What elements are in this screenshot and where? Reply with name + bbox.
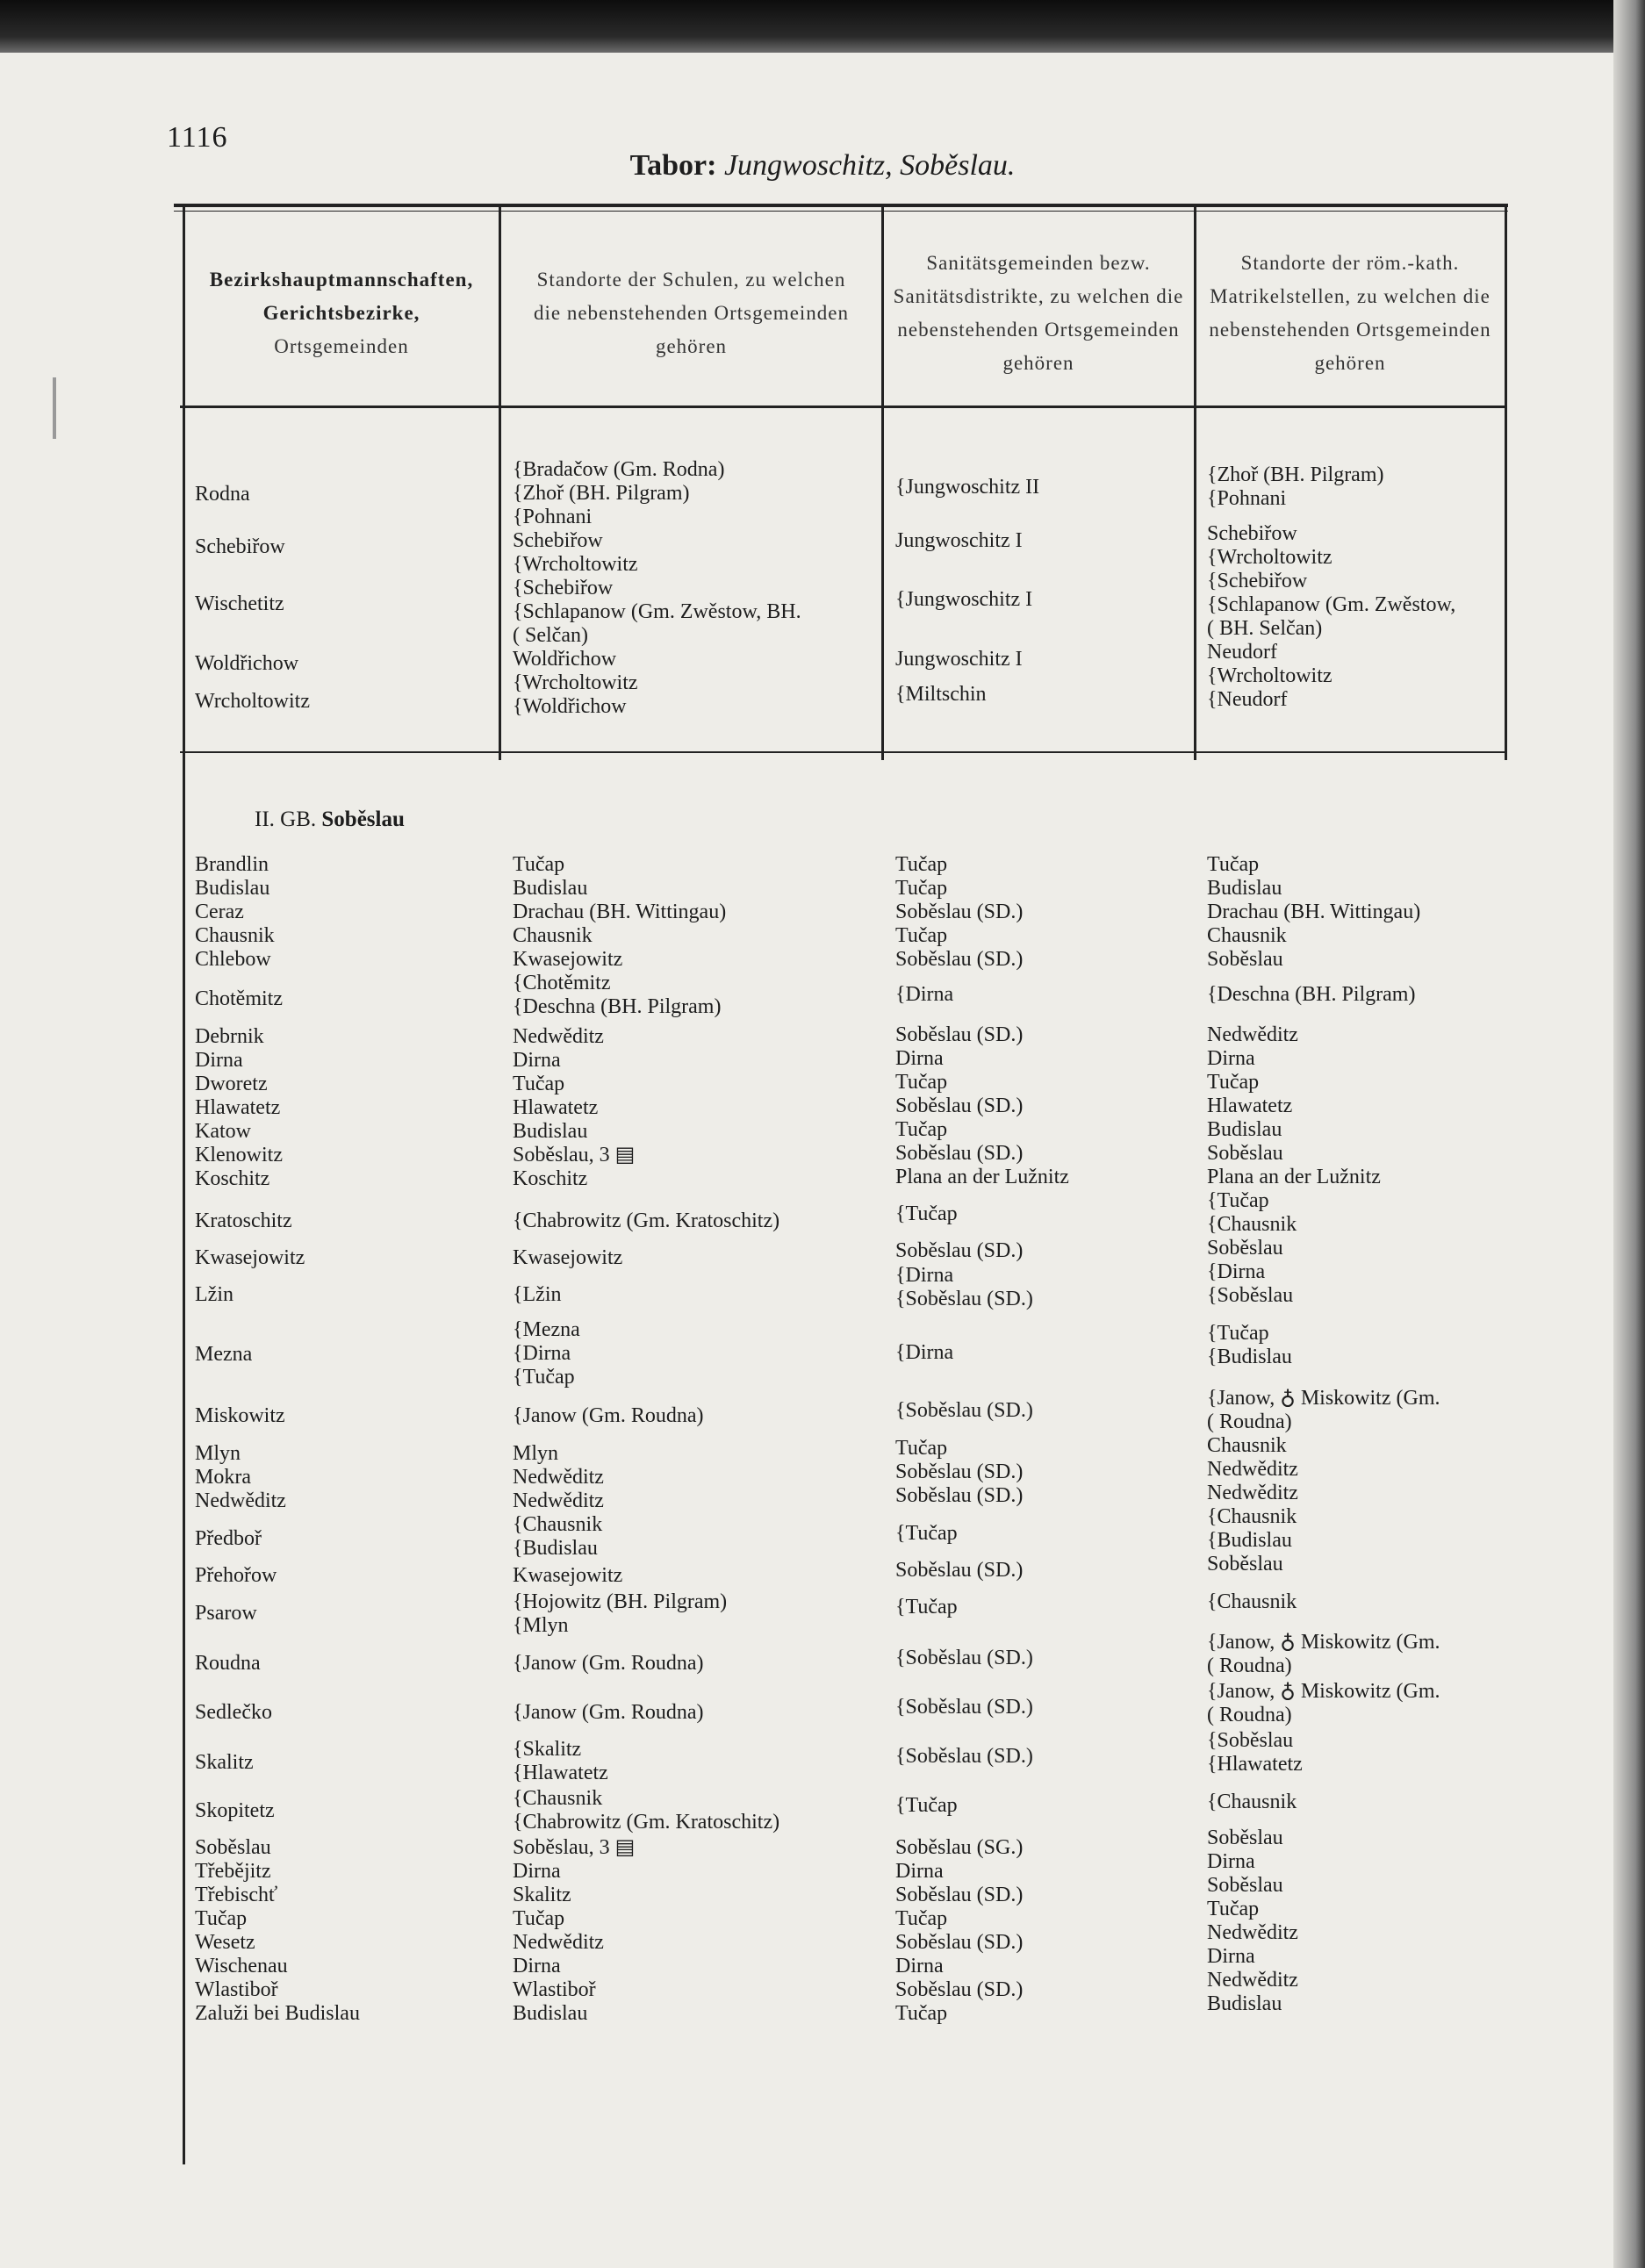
school-entry: {Mezna bbox=[513, 1318, 580, 1341]
scan-mark bbox=[53, 377, 56, 439]
sanitary-entry: Tučap bbox=[895, 853, 948, 876]
municipality-entry: Schebiřow bbox=[195, 535, 285, 558]
sanitary-entry: {Soběslau (SD.) bbox=[895, 1647, 1033, 1669]
parish-entry: {Tučap bbox=[1207, 1322, 1269, 1345]
parish-entry: Budislau bbox=[1207, 1992, 1282, 2015]
parish-entry: Soběslau bbox=[1207, 1827, 1283, 1849]
municipality-entry: Přehořow bbox=[195, 1564, 277, 1587]
parish-entry: {Schlapanow (Gm. Zwěstow, bbox=[1207, 593, 1456, 616]
school-entry: Kwasejowitz bbox=[513, 1246, 623, 1269]
parish-entry: Chausnik bbox=[1207, 924, 1287, 947]
header-col1-line3: Ortsgemeinden bbox=[274, 335, 409, 357]
school-entry: {Zhoř (BH. Pilgram) bbox=[513, 482, 690, 505]
school-entry: Koschitz bbox=[513, 1167, 588, 1190]
municipality-entry: Budislau bbox=[195, 877, 270, 900]
sanitary-entry: Soběslau (SD.) bbox=[895, 1559, 1024, 1582]
sanitary-entry: {Jungwoschitz I bbox=[895, 588, 1033, 611]
school-entry: Skalitz bbox=[513, 1884, 571, 1906]
sanitary-entry: Jungwoschitz I bbox=[895, 648, 1023, 671]
parish-entry: {Zhoř (BH. Pilgram) bbox=[1207, 463, 1384, 486]
table-top-rule-thin bbox=[174, 211, 1508, 212]
sanitary-entry: {Soběslau (SD.) bbox=[895, 1399, 1033, 1422]
municipality-entry: Rodna bbox=[195, 483, 250, 506]
parish-entry: Plana an der Lužnitz bbox=[1207, 1166, 1381, 1188]
parish-entry: {Chausnik bbox=[1207, 1213, 1297, 1236]
parish-entry: Dirna bbox=[1207, 1047, 1255, 1070]
school-entry: Hlawatetz bbox=[513, 1096, 599, 1119]
municipality-entry: Wischetitz bbox=[195, 592, 284, 615]
municipality-entry: Zaluži bei Budislau bbox=[195, 2002, 360, 2025]
school-entry: Soběslau, 3 ▤ bbox=[513, 1836, 636, 1859]
municipality-entry: Ceraz bbox=[195, 901, 244, 923]
scan-border-top bbox=[0, 0, 1645, 53]
municipality-entry: Mlyn bbox=[195, 1442, 241, 1465]
header-parish-registers: Standorte der röm.-kath. Matrikelstellen, zu welchen die nebenstehenden Ortsgemeinden gehören bbox=[1209, 252, 1491, 374]
school-entry: Nedwěditz bbox=[513, 1931, 604, 1954]
column-divider bbox=[1194, 207, 1196, 760]
sanitary-entry: Soběslau (SD.) bbox=[895, 901, 1024, 923]
parish-entry: Schebiřow bbox=[1207, 522, 1297, 545]
parish-entry: {Janow, ♁ Miskowitz (Gm. bbox=[1207, 1387, 1440, 1410]
section-a-bottom-rule bbox=[180, 751, 1505, 753]
parish-entry: Dirna bbox=[1207, 1850, 1255, 1873]
sanitary-entry: Soběslau (SG.) bbox=[895, 1836, 1024, 1859]
column-divider bbox=[881, 207, 884, 760]
sanitary-entry: Tučap bbox=[895, 1437, 948, 1460]
school-entry: {Bradačow (Gm. Rodna) bbox=[513, 458, 725, 481]
municipality-entry: Tučap bbox=[195, 1907, 248, 1930]
municipality-entry: Mokra bbox=[195, 1466, 251, 1489]
municipality-entry: Chausnik bbox=[195, 924, 275, 947]
school-entry: {Hojowitz (BH. Pilgram) bbox=[513, 1590, 728, 1613]
sanitary-entry: Soběslau (SD.) bbox=[895, 948, 1024, 971]
parish-entry: Dirna bbox=[1207, 1945, 1255, 1968]
sanitary-entry: Tučap bbox=[895, 1118, 948, 1141]
parish-entry: {Schebiřow bbox=[1207, 570, 1308, 592]
parish-entry: Nedwěditz bbox=[1207, 1023, 1298, 1046]
sanitary-entry: {Dirna bbox=[895, 1264, 954, 1287]
school-entry: ( Selčan) bbox=[513, 624, 588, 647]
municipality-entry: Kwasejowitz bbox=[195, 1246, 305, 1269]
municipality-entry: Wrcholtowitz bbox=[195, 690, 310, 713]
school-entry: Drachau (BH. Wittingau) bbox=[513, 901, 727, 923]
column-divider bbox=[1505, 207, 1507, 760]
school-entry: Mlyn bbox=[513, 1442, 559, 1465]
sanitary-entry: Soběslau (SD.) bbox=[895, 1978, 1024, 2001]
school-entry: {Chabrowitz (Gm. Kratoschitz) bbox=[513, 1209, 780, 1232]
sanitary-entry: {Tučap bbox=[895, 1596, 958, 1618]
parish-entry: {Janow, ♁ Miskowitz (Gm. bbox=[1207, 1680, 1440, 1703]
sanitary-entry: Soběslau (SD.) bbox=[895, 1023, 1024, 1046]
parish-entry: Nedwěditz bbox=[1207, 1482, 1298, 1504]
school-entry: {Wrcholtowitz bbox=[513, 671, 638, 694]
scan-border-right bbox=[1613, 0, 1645, 2268]
municipality-entry: Woldřichow bbox=[195, 652, 299, 675]
school-entry: {Janow (Gm. Roudna) bbox=[513, 1652, 704, 1675]
school-entry: {Lžin bbox=[513, 1283, 562, 1306]
sanitary-entry: Tučap bbox=[895, 877, 948, 900]
municipality-entry: Mezna bbox=[195, 1343, 253, 1366]
municipality-entry: Předboř bbox=[195, 1527, 262, 1550]
page-title bbox=[0, 149, 1645, 183]
school-entry: Tučap bbox=[513, 1907, 565, 1930]
school-entry: Dirna bbox=[513, 1860, 561, 1883]
parish-entry: {Deschna (BH. Pilgram) bbox=[1207, 983, 1416, 1006]
parish-entry: {Dirna bbox=[1207, 1260, 1266, 1283]
parish-entry: Nedwěditz bbox=[1207, 1458, 1298, 1481]
school-entry: Budislau bbox=[513, 877, 588, 900]
sanitary-entry: Soběslau (SD.) bbox=[895, 1095, 1024, 1117]
sanitary-entry: Soběslau (SD.) bbox=[895, 1142, 1024, 1165]
sanitary-entry: {Tučap bbox=[895, 1522, 958, 1545]
municipality-entry: Klenowitz bbox=[195, 1144, 283, 1166]
school-entry: Wlastiboř bbox=[513, 1978, 596, 2001]
school-entry: Dirna bbox=[513, 1955, 561, 1977]
parish-entry: Tučap bbox=[1207, 1898, 1260, 1920]
municipality-entry: Katow bbox=[195, 1120, 251, 1143]
municipality-entry: Sedlečko bbox=[195, 1701, 272, 1724]
sanitary-entry: {Dirna bbox=[895, 983, 954, 1006]
municipality-entry: Wlastiboř bbox=[195, 1978, 278, 2001]
parish-entry: {Pohnani bbox=[1207, 487, 1287, 510]
sanitary-entry: Tučap bbox=[895, 924, 948, 947]
parish-entry: Tučap bbox=[1207, 853, 1260, 876]
parish-entry: {Soběslau bbox=[1207, 1729, 1294, 1752]
school-entry: Budislau bbox=[513, 1120, 588, 1143]
school-entry: {Pohnani bbox=[513, 506, 593, 528]
sanitary-entry: Jungwoschitz I bbox=[895, 529, 1023, 552]
school-entry: {Budislau bbox=[513, 1537, 598, 1560]
school-entry: Nedwěditz bbox=[513, 1466, 604, 1489]
municipality-entry: Koschitz bbox=[195, 1167, 270, 1190]
parish-entry: {Budislau bbox=[1207, 1346, 1292, 1368]
parish-entry: ( Roudna) bbox=[1207, 1654, 1292, 1677]
sanitary-entry: Dirna bbox=[895, 1047, 944, 1070]
school-entry: Kwasejowitz bbox=[513, 948, 623, 971]
sanitary-entry: {Soběslau (SD.) bbox=[895, 1696, 1033, 1719]
section-heading bbox=[255, 807, 405, 832]
school-entry: {Mlyn bbox=[513, 1614, 569, 1637]
school-entry: Dirna bbox=[513, 1049, 561, 1072]
sanitary-entry: Tučap bbox=[895, 1907, 948, 1930]
school-entry: Tučap bbox=[513, 1073, 565, 1095]
school-entry: {Chausnik bbox=[513, 1787, 603, 1810]
municipality-entry: Třebějitz bbox=[195, 1860, 271, 1883]
header-bottom-rule bbox=[180, 406, 1505, 408]
school-entry: {Deschna (BH. Pilgram) bbox=[513, 995, 722, 1018]
section-heading-name: Soběslau bbox=[321, 807, 405, 831]
parish-entry: {Janow, ♁ Miskowitz (Gm. bbox=[1207, 1631, 1440, 1654]
municipality-entry: Dworetz bbox=[195, 1073, 268, 1095]
municipality-entry: Chotěmitz bbox=[195, 987, 283, 1010]
header-col1-line1: Bezirkshauptmannschaften, bbox=[209, 269, 474, 291]
page-title-places: Jungwoschitz, Soběslau. bbox=[716, 149, 1016, 182]
parish-entry: Budislau bbox=[1207, 1118, 1282, 1141]
sanitary-entry: {Dirna bbox=[895, 1341, 954, 1364]
sanitary-entry: Soběslau (SD.) bbox=[895, 1461, 1024, 1483]
municipality-entry: Nedwěditz bbox=[195, 1489, 286, 1512]
school-entry: {Dirna bbox=[513, 1342, 571, 1365]
municipality-entry: Debrnik bbox=[195, 1025, 264, 1048]
header-municipalities bbox=[186, 221, 497, 406]
school-entry: Nedwěditz bbox=[513, 1489, 604, 1512]
sanitary-entry: {Tučap bbox=[895, 1794, 958, 1817]
parish-entry: {Neudorf bbox=[1207, 688, 1288, 711]
parish-entry: {Budislau bbox=[1207, 1529, 1292, 1552]
school-entry: {Hlawatetz bbox=[513, 1762, 608, 1784]
parish-entry: {Chausnik bbox=[1207, 1791, 1297, 1813]
school-entry: Soběslau, 3 ▤ bbox=[513, 1144, 636, 1166]
municipality-entry: Roudna bbox=[195, 1652, 261, 1675]
municipality-entry: Brandlin bbox=[195, 853, 269, 876]
sanitary-entry: Tučap bbox=[895, 2002, 948, 2025]
school-entry: {Skalitz bbox=[513, 1738, 582, 1761]
parish-entry: Soběslau bbox=[1207, 1553, 1283, 1575]
parish-entry: Tučap bbox=[1207, 1071, 1260, 1094]
table-top-rule bbox=[174, 204, 1508, 207]
parish-entry: Budislau bbox=[1207, 877, 1282, 900]
school-entry: {Chausnik bbox=[513, 1513, 603, 1536]
school-entry: Nedwěditz bbox=[513, 1025, 604, 1048]
parish-entry: Nedwěditz bbox=[1207, 1969, 1298, 1992]
header-schools: Standorte der Schulen, zu welchen die nebenstehenden Ortsgemeinden gehören bbox=[534, 269, 849, 357]
parish-entry: Hlawatetz bbox=[1207, 1095, 1293, 1117]
school-entry: Woldřichow bbox=[513, 648, 617, 671]
school-entry: {Woldřichow bbox=[513, 695, 627, 718]
sanitary-entry: {Jungwoschitz II bbox=[895, 476, 1040, 499]
school-entry: {Chotěmitz bbox=[513, 972, 611, 994]
parish-entry: Neudorf bbox=[1207, 641, 1277, 664]
parish-entry: ( Roudna) bbox=[1207, 1410, 1292, 1433]
sanitary-entry: Plana an der Lužnitz bbox=[895, 1166, 1069, 1188]
sanitary-entry: Soběslau (SD.) bbox=[895, 1884, 1024, 1906]
sanitary-entry: Soběslau (SD.) bbox=[895, 1484, 1024, 1507]
municipality-entry: Dirna bbox=[195, 1049, 243, 1072]
sanitary-entry: {Soběslau (SD.) bbox=[895, 1288, 1033, 1310]
parish-entry: ( BH. Selčan) bbox=[1207, 617, 1323, 640]
municipality-entry: Lžin bbox=[195, 1283, 233, 1306]
school-entry: {Janow (Gm. Roudna) bbox=[513, 1701, 704, 1724]
parish-entry: Drachau (BH. Wittingau) bbox=[1207, 901, 1421, 923]
column-divider bbox=[183, 207, 185, 2164]
school-entry: {Tučap bbox=[513, 1366, 575, 1389]
municipality-entry: Hlawatetz bbox=[195, 1096, 281, 1119]
school-entry: {Janow (Gm. Roudna) bbox=[513, 1404, 704, 1427]
parish-entry: Soběslau bbox=[1207, 1874, 1283, 1897]
parish-entry: {Wrcholtowitz bbox=[1207, 546, 1333, 569]
header-sanitary-districts: Sanitätsgemeinden bezw. Sanitätsdistrikte, zu welchen die nebenstehenden Ortsgemeinden gehören bbox=[893, 252, 1184, 374]
municipality-entry: Třebischť bbox=[195, 1884, 278, 1906]
school-entry: Schebiřow bbox=[513, 529, 603, 552]
parish-entry: Soběslau bbox=[1207, 1142, 1283, 1165]
column-divider bbox=[499, 207, 501, 760]
sanitary-entry: Dirna bbox=[895, 1860, 944, 1883]
school-entry: {Chabrowitz (Gm. Kratoschitz) bbox=[513, 1811, 780, 1834]
municipality-entry: Soběslau bbox=[195, 1836, 271, 1859]
sanitary-entry: {Tučap bbox=[895, 1202, 958, 1225]
municipality-entry: Skalitz bbox=[195, 1751, 254, 1774]
sanitary-entry: Soběslau (SD.) bbox=[895, 1239, 1024, 1262]
parish-entry: Soběslau bbox=[1207, 948, 1283, 971]
sanitary-entry: {Soběslau (SD.) bbox=[895, 1745, 1033, 1768]
municipality-entry: Wesetz bbox=[195, 1931, 255, 1954]
school-entry: {Schlapanow (Gm. Zwěstow, BH. bbox=[513, 600, 801, 623]
school-entry: Kwasejowitz bbox=[513, 1564, 623, 1587]
parish-entry: Soběslau bbox=[1207, 1237, 1283, 1260]
parish-entry: Chausnik bbox=[1207, 1434, 1287, 1457]
parish-entry: {Soběslau bbox=[1207, 1284, 1294, 1307]
header-col1-line2: Gerichtsbezirke, bbox=[262, 302, 420, 324]
page-number: 1116 bbox=[167, 121, 228, 154]
municipality-entry: Skopitetz bbox=[195, 1799, 275, 1822]
municipality-entry: Wischenau bbox=[195, 1955, 288, 1977]
sanitary-entry: {Miltschin bbox=[895, 683, 987, 706]
school-entry: Chausnik bbox=[513, 924, 593, 947]
school-entry: Budislau bbox=[513, 2002, 588, 2025]
parish-entry: {Hlawatetz bbox=[1207, 1753, 1303, 1776]
sanitary-entry: Tučap bbox=[895, 1071, 948, 1094]
school-entry: Tučap bbox=[513, 853, 565, 876]
municipality-entry: Chlebow bbox=[195, 948, 271, 971]
school-entry: {Schebiřow bbox=[513, 577, 614, 599]
section-heading-prefix: II. GB. bbox=[255, 807, 317, 831]
parish-entry: ( Roudna) bbox=[1207, 1704, 1292, 1726]
parish-entry: {Wrcholtowitz bbox=[1207, 664, 1333, 687]
parish-entry: {Chausnik bbox=[1207, 1505, 1297, 1528]
parish-entry: Nedwěditz bbox=[1207, 1921, 1298, 1944]
school-entry: {Wrcholtowitz bbox=[513, 553, 638, 576]
municipality-entry: Miskowitz bbox=[195, 1404, 285, 1427]
municipality-entry: Kratoschitz bbox=[195, 1209, 292, 1232]
sanitary-entry: Soběslau (SD.) bbox=[895, 1931, 1024, 1954]
sanitary-entry: Dirna bbox=[895, 1955, 944, 1977]
municipality-entry: Psarow bbox=[195, 1602, 257, 1625]
page-title-district: Tabor: bbox=[629, 149, 717, 182]
parish-entry: {Tučap bbox=[1207, 1189, 1269, 1212]
parish-entry: {Chausnik bbox=[1207, 1590, 1297, 1613]
